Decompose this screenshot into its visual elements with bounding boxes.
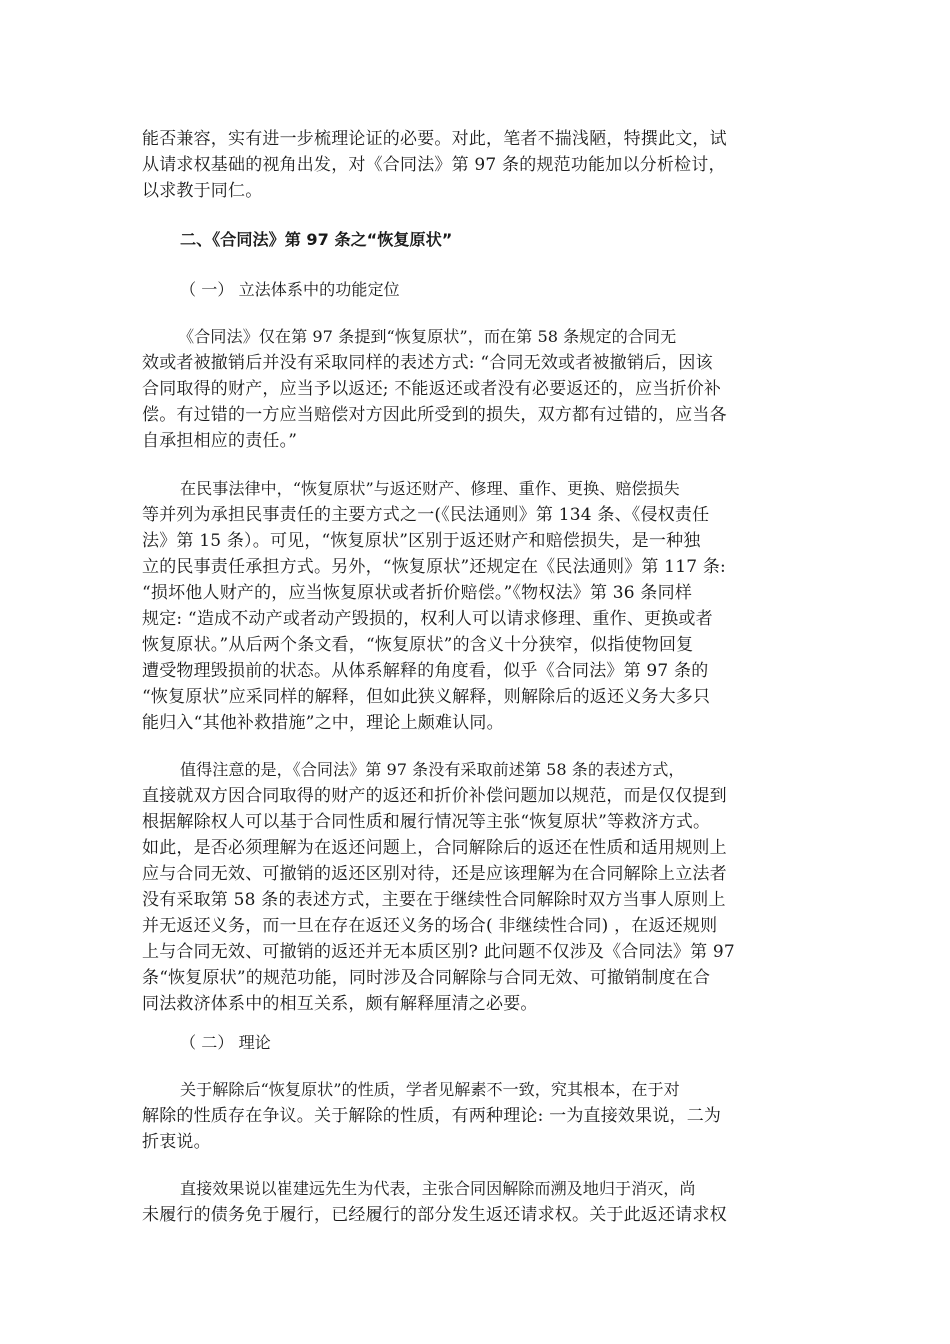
para3-line-8: 上与合同无效、可撤销的返还并无本质区别? 此问题不仅涉及《合同法》第 97 xyxy=(142,942,735,962)
intro-line-2: 从请求权基础的视角出发，对《合同法》第 97 条的规范功能加以分析检讨， xyxy=(142,155,726,175)
para2-line-3: 法》第 15 条）。可见，“恢复原状”区别于返还财产和赔偿损失，是一种独 xyxy=(142,531,701,551)
para5-line-2: 未履行的债务免于履行，已经履行的部分发生返还请求权。关于此返还请求权 xyxy=(142,1205,727,1225)
intro-line-1: 能否兼容，实有进一步梳理论证的必要。对此，笔者不揣浅陋，特撰此文，试 xyxy=(142,129,727,149)
para5-line-1: 直接效果说以崔建远先生为代表，主张合同因解除而溯及地归于消灭，尚 xyxy=(180,1179,696,1198)
para3-line-4: 如此，是否必须理解为在返还问题上，合同解除后的返还在性质和适用规则上 xyxy=(142,838,727,858)
para1-line-2: 效或者被撤销后并没有采取同样的表述方式: “合同无效或者被撤销后，因该 xyxy=(142,353,713,373)
para4-line-1: 关于解除后“恢复原状”的性质，学者见解素不一致，究其根本，在于对 xyxy=(180,1080,680,1099)
para3-line-6: 没有采取第 58 条的表述方式，主要在于继续性合同解除时双方当事人原则上 xyxy=(142,890,726,910)
intro-line-3: 以求教于同仁。 xyxy=(142,181,263,201)
para3-line-10: 同法救济体系中的相互关系，颇有解释厘清之必要。 xyxy=(142,994,538,1014)
para1-line-3: 合同取得的财产，应当予以返还; 不能返还或者没有必要返还的，应当折价补 xyxy=(142,379,722,399)
para2-line-1: 在民事法律中，“恢复原状”与返还财产、修理、重作、更换、赔偿损失 xyxy=(180,479,680,498)
para2-line-8: 遭受物理毁损前的状态。从体系解释的角度看，似乎《合同法》第 97 条的 xyxy=(142,661,709,681)
para3-line-7: 并无返还义务，而一旦在存在返还义务的场合( 非继续性合同) ，在返还规则 xyxy=(142,916,718,936)
para1-line-4: 偿。有过错的一方应当赔偿对方因此所受到的损失，双方都有过错的，应当各 xyxy=(142,405,727,425)
para2-line-10: 能归入“其他补救措施”之中，理论上颇难认同。 xyxy=(142,713,504,733)
para2-line-4: 立的民事责任承担方式。另外，“恢复原状”还规定在《民法通则》第 117 条: xyxy=(142,557,726,577)
section-heading: 二、《合同法》第 97 条之“恢复原状” xyxy=(180,230,453,249)
para2-line-2: 等并列为承担民事责任的主要方式之一(《民法通则》第 134 条、《侵权责任 xyxy=(142,505,710,525)
para4-line-3: 折衷说。 xyxy=(142,1132,211,1152)
subsection-2-heading: （ 二） 理论 xyxy=(180,1033,271,1052)
para3-line-5: 应与合同无效、可撤销的返还区别对待，还是应该理解为在合同解除上立法者 xyxy=(142,864,727,884)
para3-line-2: 直接就双方因合同取得的财产的返还和折价补偿问题加以规范，而是仅仅提到 xyxy=(142,786,727,806)
para4-line-2: 解除的性质存在争议。关于解除的性质，有两种理论: 一为直接效果说，二为 xyxy=(142,1106,722,1126)
para1-line-1: 《合同法》仅在第 97 条提到“恢复原状”，而在第 58 条规定的合同无 xyxy=(178,327,677,346)
para2-line-7: 恢复原状。”从后两个条文看，“恢复原状”的含义十分狭窄，似指使物回复 xyxy=(142,635,694,655)
subsection-1-heading: （ 一） 立法体系中的功能定位 xyxy=(180,280,400,299)
para2-line-6: 规定: “造成不动产或者动产毁损的，权利人可以请求修理、重作、更换或者 xyxy=(142,609,713,629)
para1-line-5: 自承担相应的责任。” xyxy=(142,431,298,451)
para2-line-5: “损坏他人财产的，应当恢复原状或者折价赔偿。”《物权法》第 36 条同样 xyxy=(142,583,693,603)
para3-line-3: 根据解除权人可以基于合同性质和履行情况等主张“恢复原状”等救济方式。 xyxy=(142,812,711,832)
para2-line-9: “恢复原状”应采同样的解释，但如此狭义解释，则解除后的返还义务大多只 xyxy=(142,687,711,707)
para3-line-9: 条“恢复原状”的规范功能，同时涉及合同解除与合同无效、可撤销制度在合 xyxy=(142,968,711,988)
para3-line-1: 值得注意的是，《合同法》第 97 条没有采取前述第 58 条的表述方式， xyxy=(180,760,685,779)
